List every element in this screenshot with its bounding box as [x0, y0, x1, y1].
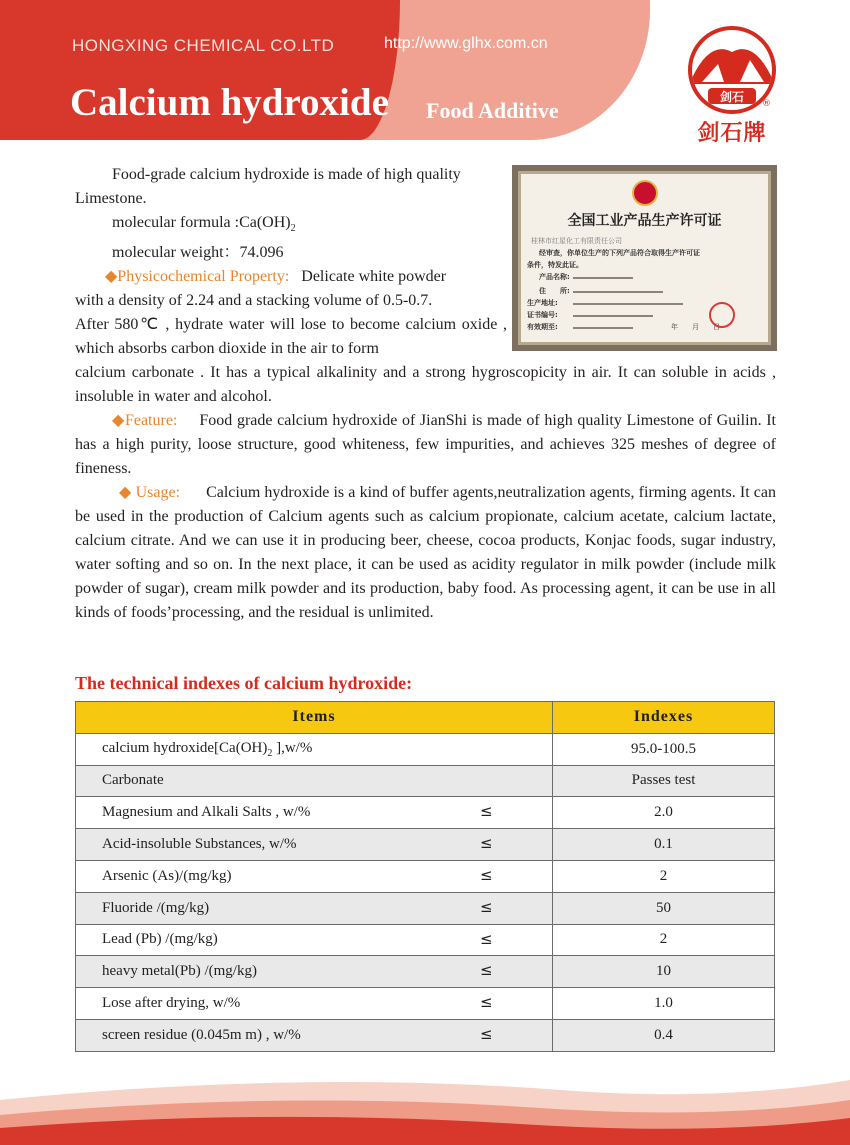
certificate-title: 全国工业产品生产许可证 — [567, 213, 722, 229]
usage-label: ◆ Usage: — [119, 484, 181, 502]
value-cell: 0.4 — [553, 1019, 775, 1051]
page-subtitle: Food Additive — [426, 98, 559, 123]
page-title: Calcium hydroxide — [70, 81, 389, 124]
certificate-statement-2: 条件，特发此证。 — [527, 261, 583, 269]
official-seal-icon — [709, 302, 735, 328]
table-row — [76, 860, 775, 892]
less-equal-sign: ≤ — [480, 802, 493, 821]
physicochemical-line: ◆Physicochemical Property: Delicate white powder — [105, 268, 447, 286]
item-cell: Carbonate — [76, 765, 553, 797]
table-row — [76, 733, 775, 765]
certificate-field: 产品名称: — [539, 273, 570, 281]
column-header-items: Items — [76, 702, 553, 734]
less-equal-sign: ≤ — [480, 929, 493, 948]
physicochemical-text-2: with a density of 2.24 and a stacking volume of 0.5-0.7. — [75, 292, 433, 310]
item-cell: Fluoride /(mg/kg) ≤ — [76, 892, 553, 924]
company-name: HONGXING CHEMICAL CO.LTD — [72, 36, 335, 55]
table-row — [76, 1019, 775, 1051]
column-header-indexes: Indexes — [553, 702, 775, 734]
certificate-statement: 经审查，你单位生产的下列产品符合取得生产许可证 — [539, 249, 700, 257]
value-cell: 10 — [553, 956, 775, 988]
item-cell: screen residue (0.045m m) , w/% ≤ — [76, 1019, 553, 1051]
table-row — [76, 988, 775, 1020]
less-equal-sign: ≤ — [480, 865, 493, 884]
table-row — [76, 829, 775, 861]
national-emblem-icon — [632, 180, 658, 206]
physicochemical-text-4: calcium carbonate . It has a typical alkalinity and a strong hygroscopicity in air. It can soluble in acids , insoluble in water and alcohol. — [75, 364, 776, 406]
intro-line-2: Limestone. — [75, 190, 147, 207]
table-header-row — [76, 702, 775, 734]
less-equal-sign: ≤ — [480, 993, 493, 1012]
table-row — [76, 797, 775, 829]
molecular-weight: molecular weight：74.096 — [112, 244, 284, 262]
item-cell: calcium $hydroxide[Ca(OH)_2$ ],w/% — [76, 733, 553, 765]
certificate-field: 有效期至: — [527, 323, 558, 331]
item-cell: Magnesium and Alkali Salts , w/% ≤ — [76, 797, 553, 829]
value-cell: 50 — [553, 892, 775, 924]
value-cell: 2 — [553, 860, 775, 892]
certificate-field: 住 所: — [539, 287, 570, 295]
less-equal-sign: ≤ — [480, 961, 493, 980]
item-cell: Lose after drying, w/% ≤ — [76, 988, 553, 1020]
feature-paragraph: ◆Feature: Food grade calcium hydroxide of JianShi is made of high quality Limestone of Guilin. It has a high purity, loose structure, good whiteness, few impurities, and achieves 325 meshes of degree of fineness. — [75, 412, 777, 478]
item-cell: Acid-insoluble Substances, w/% ≤ — [76, 829, 553, 861]
value-cell: 2 — [553, 924, 775, 956]
license-certificate-image — [512, 165, 777, 351]
certificate-paper — [518, 171, 771, 345]
physicochemical-label: ◆Physicochemical Property: — [105, 268, 290, 286]
feature-label: ◆Feature: — [112, 412, 178, 430]
item-cell: heavy metal(Pb) /(mg/kg) ≤ — [76, 956, 553, 988]
physicochemical-text-3: After 580℃ , hydrate water will lose to become calcium oxide , which absorbs carbon dioxide in the air to form — [75, 316, 507, 358]
brand-logo — [686, 26, 778, 146]
less-equal-sign: ≤ — [480, 897, 493, 916]
value-cell: Passes test — [553, 765, 775, 797]
molecular-formula: molecular formula $:Ca(OH)_2$ — [112, 214, 296, 235]
intro-line-1: Food-grade calcium hydroxide is made of high quality — [112, 166, 461, 183]
website-url: http://www.glhx.com.cn — [384, 35, 548, 52]
footer-wave-decoration — [0, 1060, 850, 1145]
certificate-field: 生产地址: — [527, 299, 558, 307]
table-row — [76, 956, 775, 988]
logo-badge-text: 剑石 — [719, 90, 745, 104]
value-cell: 0.1 — [553, 829, 775, 861]
value-cell: 2.0 — [553, 797, 775, 829]
table-row — [76, 892, 775, 924]
item-cell: Arsenic (As)/(mg/kg) ≤ — [76, 860, 553, 892]
value-cell: 95.0-100.5 — [553, 733, 775, 765]
certificate-date: 年 月 日 — [671, 323, 720, 331]
technical-index-table — [75, 701, 775, 1052]
table-row — [76, 924, 775, 956]
certificate-company: 桂林市红星化工有限责任公司 — [531, 237, 622, 245]
table-row — [76, 765, 775, 797]
less-equal-sign: ≤ — [480, 834, 493, 853]
registered-mark: ® — [762, 99, 771, 109]
logo-brand-name: 剑石牌 — [697, 120, 767, 146]
usage-paragraph: ◆ Usage: Calcium hydroxide is a kind of buffer agents,neutralization agents, firming agents. It can be used in the production of Calcium agents such as calcium propionate, calcium acetate, calcium lactate, calcium citrate. And we can use it in producing beer, cheese, cocoa products, Konjac foods, sugar industry, water softing and so on. In the next place, it can be used as acidity regulator in milk powder (include milk powder of sugar), cream milk powder and its production, baby food. As processing agent, it can be use in all kinds of foods’processing, and the residual is unlimited. — [75, 484, 777, 622]
certificate-field: 证书编号: — [527, 311, 558, 319]
item-cell: Lead (Pb) /(mg/kg) ≤ — [76, 924, 553, 956]
table-title: The technical indexes of calcium hydroxide: — [75, 673, 413, 693]
less-equal-sign: ≤ — [480, 1024, 493, 1043]
value-cell: 1.0 — [553, 988, 775, 1020]
